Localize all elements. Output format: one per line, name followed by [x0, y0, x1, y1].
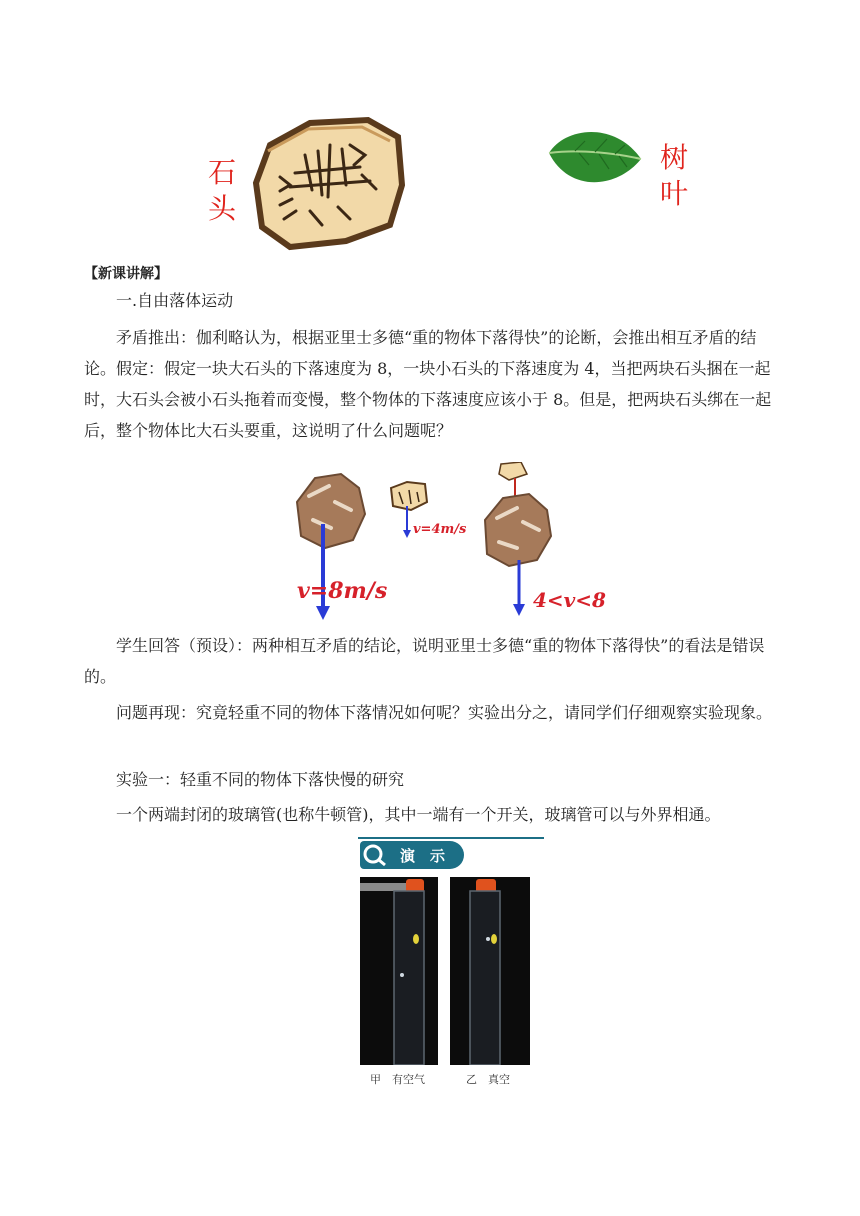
paragraph-question [84, 697, 784, 728]
heading-free-fall-text: 一.自由落体运动 [116, 291, 234, 310]
velocity-small-label: v=4m/s [413, 522, 467, 537]
velocity-combined-label: 4<v<8 [533, 588, 606, 612]
paragraph-question-text: 问题再现：究竟轻重不同的物体下落情况如何呢？实验出分之，请同学们仔细观察实验现象。 [116, 703, 773, 722]
section-title: 【新课讲解】 [84, 266, 168, 282]
paragraph-student-answer [84, 630, 784, 692]
leaf-label [660, 140, 690, 212]
paragraph-newton-tube-text: 一个两端封闭的玻璃管(也称牛顿管)，其中一端有一个开关，玻璃管可以与外界相通。 [116, 805, 721, 824]
paragraph-contradiction-text: 矛盾推出：伽利略认为，根据亚里士多德“重的物体下落得快”的论断，会推出相互矛盾的结论。假定：假定一块大石头的下落速度为 8，一块小石头的下落速度为 4，当把两块石头捆在一起时，大石头会被小石头拖着而变慢，整个物体的下落速度应该小于 8。但是，把两块石头绑在一起后，整个物体比大石头要重，这说明了什么问题呢？ [84, 328, 772, 440]
velocity-big-label: v=8m/s [297, 578, 388, 604]
paragraph-experiment-title-text: 实验一：轻重不同的物体下落快慢的研究 [116, 770, 405, 789]
paragraph-student-answer-text: 学生回答（预设）：两种相互矛盾的结论，说明亚里士多德“重的物体下落得快”的看法是错误的。 [84, 636, 765, 686]
stone-picture [250, 115, 410, 255]
magnifier-icon [362, 843, 388, 867]
leaf-label-char-2: 叶 [660, 177, 689, 210]
paragraph-experiment-title [84, 764, 784, 795]
leaf-label-char-1: 树 [660, 141, 689, 174]
demo-banner-line [358, 837, 544, 839]
top-figure [200, 115, 720, 255]
demo-figure [358, 835, 548, 1090]
heading-free-fall [84, 285, 784, 316]
paragraph-contradiction [84, 322, 784, 446]
stone-label-char-1: 石 [208, 156, 237, 189]
paragraph-newton-tube [84, 799, 804, 830]
demo-banner [360, 841, 464, 869]
stones-velocity-figure [285, 462, 615, 622]
tube-with-air-drawing [360, 877, 438, 1065]
stone-label-char-2: 头 [208, 192, 237, 225]
caption-vacuum: 乙 真空 [466, 1073, 510, 1086]
demo-banner-label: 演 示 [400, 847, 446, 865]
tube-vacuum-drawing [450, 877, 530, 1065]
tube-photo-vacuum [450, 877, 530, 1065]
leaf-picture [545, 123, 645, 193]
stone-label [208, 155, 238, 227]
caption-with-air: 甲 有空气 [370, 1073, 425, 1086]
tube-photo-with-air [360, 877, 438, 1065]
